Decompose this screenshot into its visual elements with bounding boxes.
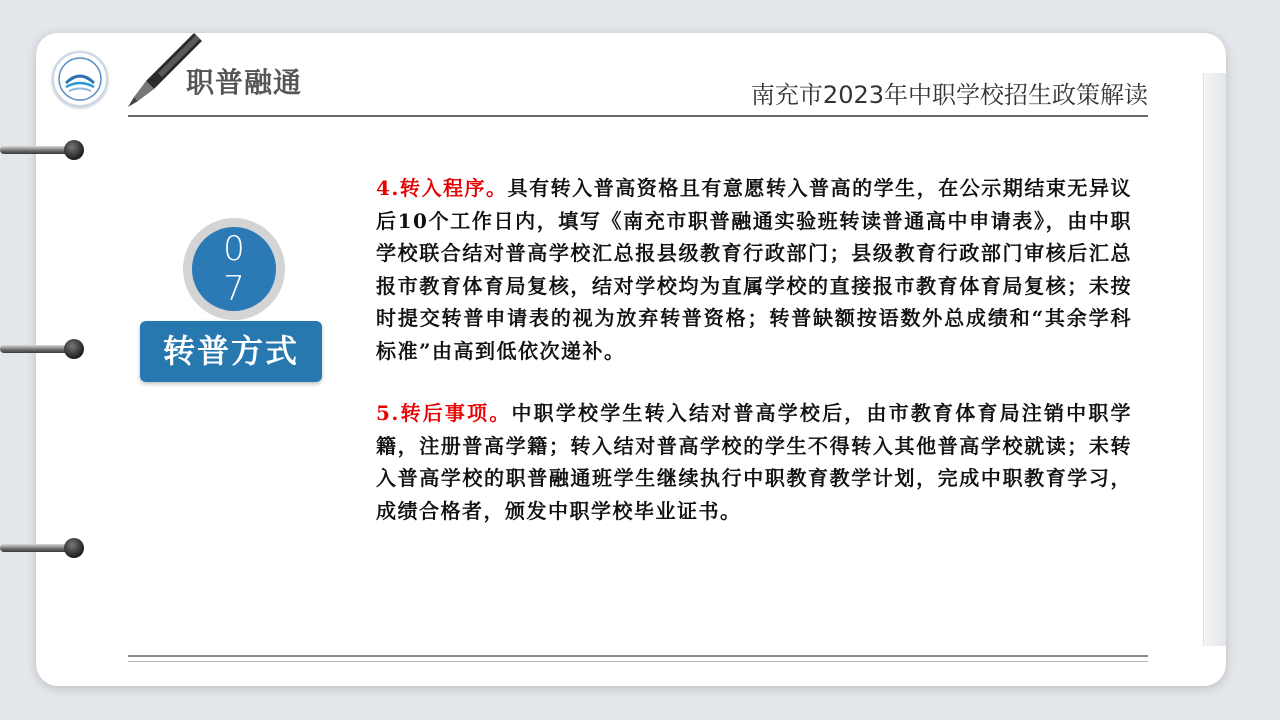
- section-number-digit-1: 0: [223, 229, 245, 269]
- section-number-badge: [183, 218, 285, 320]
- paragraph-heading: 4.转入程序。: [376, 176, 508, 200]
- footer-divider: [128, 655, 1148, 657]
- paragraph-after-transfer: [376, 397, 1132, 527]
- header-divider: [128, 115, 1148, 117]
- paragraph-text: 中职学校学生转入结对普高学校后，由市教育体育局注销中职学籍，注册普高学籍；转入结对普高学校的学生不得转入其他普高学校就读；未转入普高学校的职普融通班学生继续执行中职教育教学计划，完成中职教育学习，成绩合格者，颁发中职学校毕业证书。: [376, 401, 1132, 523]
- section-number-digit-2: 7: [223, 269, 245, 309]
- binder-ring: [0, 539, 110, 559]
- school-logo: [52, 51, 108, 107]
- brand-title: 职普融通: [186, 66, 303, 99]
- binder-ring: [0, 141, 110, 161]
- section-title: 转普方式: [140, 321, 322, 382]
- page-edge: [1203, 73, 1226, 646]
- paragraph-heading: 5.转后事项。: [376, 401, 512, 425]
- content-body: [376, 172, 1132, 527]
- footer-divider-thin: [128, 661, 1148, 662]
- paragraph-transfer-procedure: [376, 172, 1132, 367]
- binder-ring: [0, 340, 110, 360]
- document-title: 南充市2023年中职学校招生政策解读: [750, 81, 1148, 109]
- paragraph-text: 具有转入普高资格且有意愿转入普高的学生，在公示期结束无异议后10个工作日内，填写《南充市职普融通实验班转读普通高中申请表》，由中职学校联合结对普高学校汇总报县级教育行政部门；县级教育行政部门审核后汇总报市教育体育局复核，结对学校均为直属学校的直接报市教育体育局复核；未按时提交转普申请表的视为放弃转普资格；转普缺额按语数外总成绩和“其余学科标准”由高到低依次递补。: [376, 176, 1132, 363]
